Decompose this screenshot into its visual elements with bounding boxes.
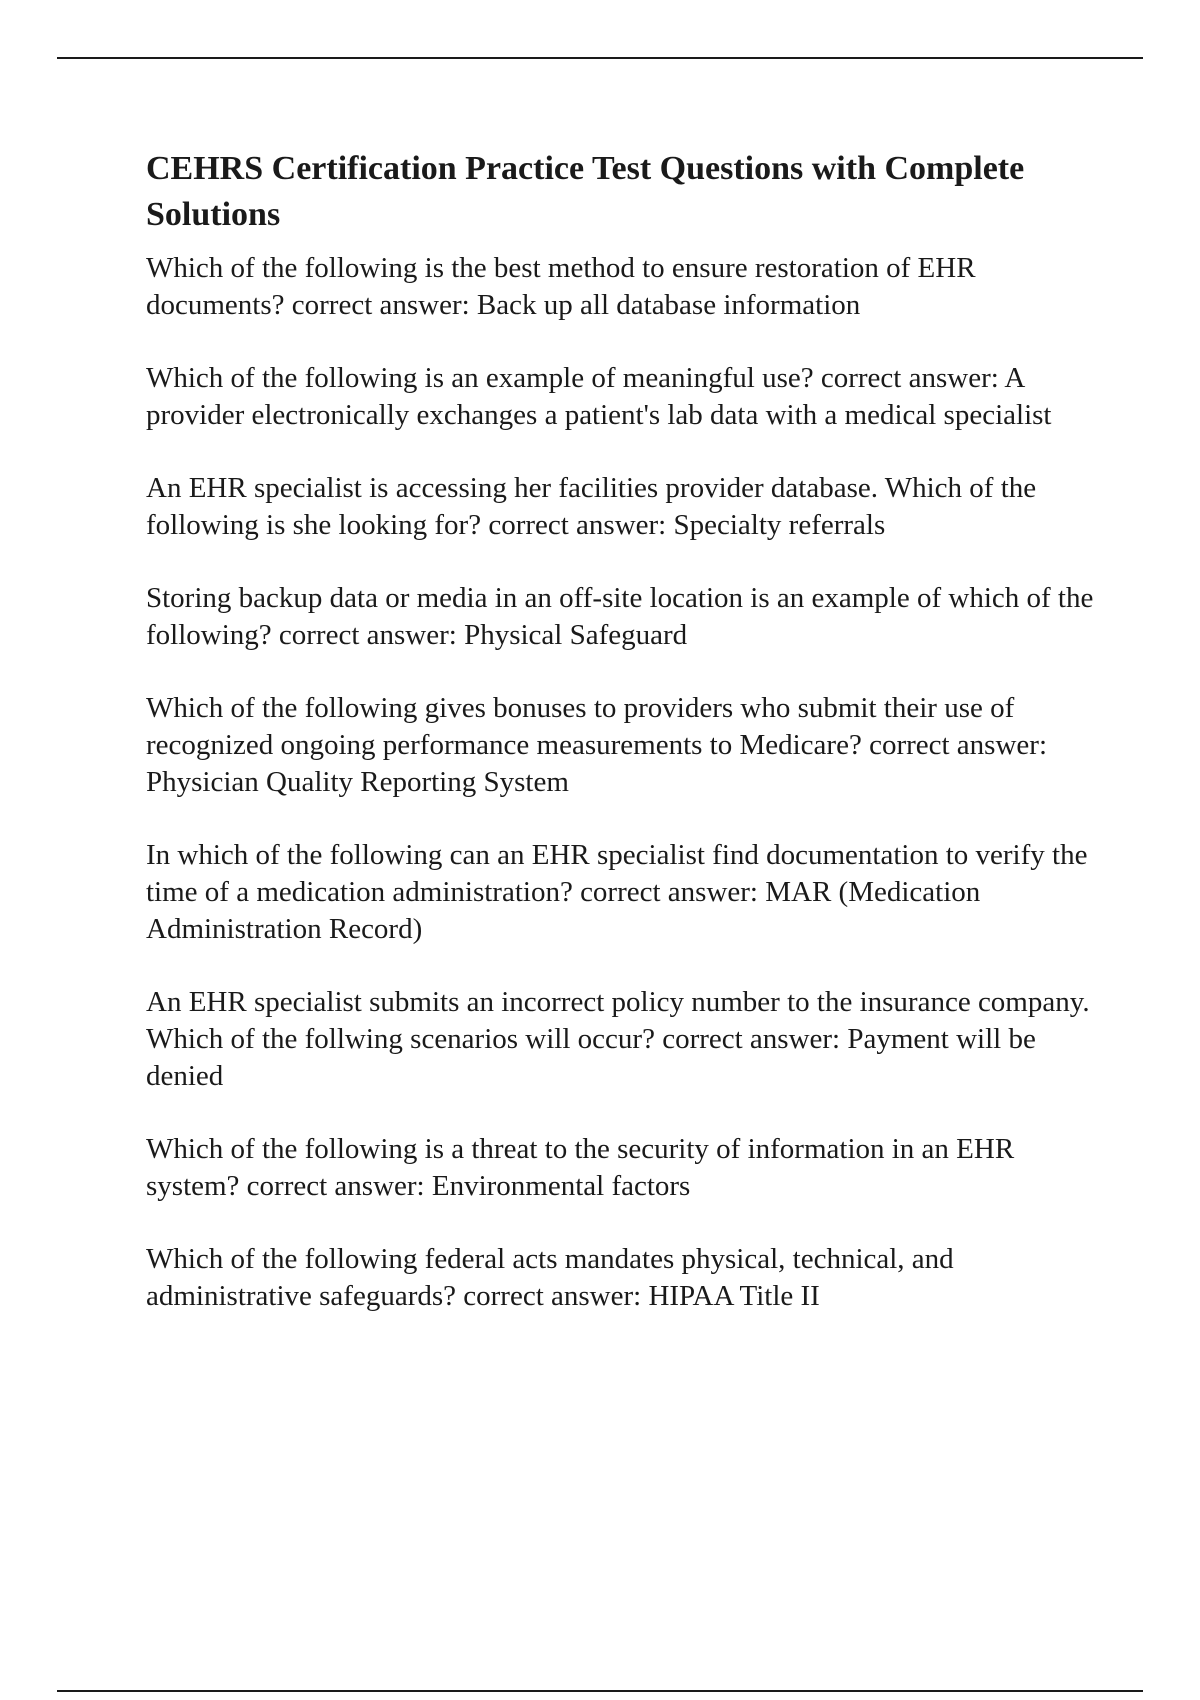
document-title: CEHRS Certification Practice Test Questions with Complete Solutions [146, 150, 1025, 233]
qa-item: Which of the following is a threat to the security of information in an EHR system? correct answer: Environmental factors [146, 1133, 1015, 1202]
top-divider [57, 57, 1143, 59]
document-body [146, 146, 1106, 1351]
qa-item: In which of the following can an EHR specialist find documentation to verify the time of a medication administration? correct answer: MAR (Medication Administration Record) [146, 839, 1088, 945]
qa-item: Which of the following is the best method to ensure restoration of EHR documents? correct answer: Back up all database information [146, 252, 976, 321]
qa-item: Storing backup data or media in an off-site location is an example of which of the following? correct answer: Physical Safeguard [146, 582, 1094, 651]
qa-item: Which of the following is an example of meaningful use? correct answer: A provider electronically exchanges a patient's lab data with a medical specialist [146, 362, 1052, 431]
qa-item: Which of the following gives bonuses to providers who submit their use of recognized ongoing performance measurements to Medicare? correct answer: Physician Quality Reporting System [146, 692, 1047, 798]
bottom-divider [57, 1690, 1143, 1692]
qa-item: An EHR specialist submits an incorrect policy number to the insurance company. Which of the follwing scenarios will occur? correct answer: Payment will be denied [146, 986, 1090, 1092]
qa-item: An EHR specialist is accessing her facilities provider database. Which of the following is she looking for? correct answer: Specialty referrals [146, 472, 1037, 541]
qa-item: Which of the following federal acts mandates physical, technical, and administrative safeguards? correct answer: HIPAA Title II [146, 1243, 954, 1312]
